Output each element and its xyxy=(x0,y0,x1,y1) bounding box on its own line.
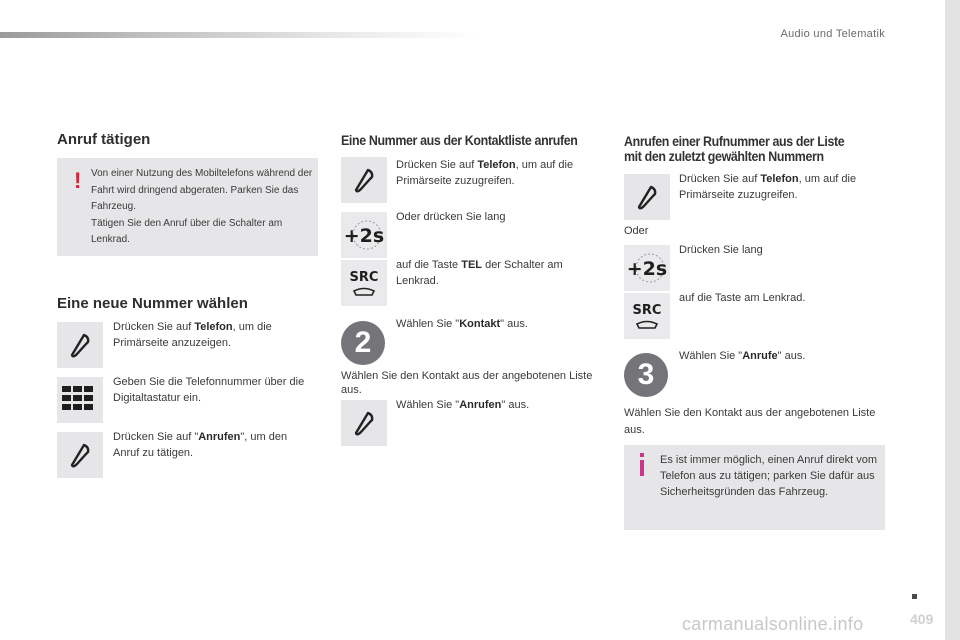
c3-step1-pre: Drücken Sie auf xyxy=(679,173,761,185)
c3-step4-post: " aus. xyxy=(777,350,806,362)
oder-label: Oder xyxy=(624,225,649,237)
c2-step6-post: " aus. xyxy=(501,399,530,411)
step-number-badge: 3 xyxy=(624,353,668,397)
zuletzt-gewaehlt-title xyxy=(624,134,844,164)
c3-step4-bold: Anrufe xyxy=(742,350,778,362)
c2-step5-text: Wählen Sie den Kontakt aus der angebotenen Liste aus. xyxy=(341,370,593,396)
info-text: Es ist immer möglich, einen Anruf direkt vom Telefon aus zu tätigen; parken Sie dafür aus Sicherheitsgründen das Fahrzeug. xyxy=(660,454,878,498)
c2-step3-text xyxy=(396,257,596,289)
title-line2: mit den zuletzt gewählten Nummern xyxy=(624,149,824,164)
page-edge-strip xyxy=(945,0,960,640)
header-gradient-bar xyxy=(0,32,480,38)
c1-step1-pre: Drücken Sie auf xyxy=(113,321,195,333)
long-press-2s-icon xyxy=(341,212,387,258)
warning-icon: ! xyxy=(74,168,82,193)
keypad-tile xyxy=(57,377,103,423)
c3-step1-post: , um auf die Primärseite zuzugreifen. xyxy=(679,173,857,201)
phone-icon xyxy=(57,432,103,478)
c2-step4-pre: Wählen Sie " xyxy=(396,318,460,330)
kontaktliste-title: Eine Nummer aus der Kontaktliste anrufen xyxy=(341,133,578,148)
section-header-title: Audio und Telematik xyxy=(780,28,885,40)
call-tile xyxy=(57,432,103,478)
c2-step4-text xyxy=(396,316,596,332)
src-steering-button-icon xyxy=(341,260,387,306)
hold-label: +2s xyxy=(343,225,385,247)
c1-step2-text: Geben Sie die Telefonnummer über die Digitaltastatur ein. xyxy=(113,376,305,404)
warning-text-line1: Von einer Nutzung des Mobiltelefons während der Fahrt wird dringend abgeraten. Parken Sie das Fahrzeug. xyxy=(91,168,313,212)
src-tile xyxy=(341,260,387,306)
warning-text xyxy=(91,166,313,249)
page-marker xyxy=(912,594,917,599)
c2-step4-bold: Kontakt xyxy=(459,318,501,330)
long-press-2s-icon xyxy=(624,245,670,291)
c3-step1-bold: Telefon xyxy=(760,173,799,185)
phone-tile xyxy=(57,322,103,368)
c1-step3-pre: Drücken Sie auf " xyxy=(113,431,199,443)
phone-icon xyxy=(57,322,103,368)
neue-nummer-title: Eine neue Nummer wählen xyxy=(57,295,248,312)
c3-step3-text: auf die Taste am Lenkrad. xyxy=(679,292,806,304)
c3-step5-text: Wählen Sie den Kontakt aus der angebotenen Liste aus. xyxy=(624,407,876,436)
anruf-taetigen-title: Anruf tätigen xyxy=(57,131,151,148)
phone-icon xyxy=(341,157,387,203)
warning-note xyxy=(57,158,318,256)
c1-step3-bold: Anrufen xyxy=(198,431,241,443)
src-label: SRC xyxy=(632,303,662,318)
c2-step1-pre: Drücken Sie auf xyxy=(396,159,478,171)
c2-step2-text: Oder drücken Sie lang xyxy=(396,211,506,223)
c2-step1-post: , um auf die Primärseite zuzugreifen. xyxy=(396,159,574,187)
c3-step2-text: Drücken Sie lang xyxy=(679,244,763,256)
src-tile xyxy=(624,293,670,339)
c2-step3-post: der Schalter am Lenkrad. xyxy=(396,259,563,287)
step-number-badge: 2 xyxy=(341,321,385,365)
page-number: 409 xyxy=(910,611,934,627)
c1-step3-text xyxy=(113,429,313,461)
call-tile xyxy=(341,400,387,446)
src-label: SRC xyxy=(349,270,379,285)
c3-step1-text xyxy=(679,171,884,203)
c2-step6-text xyxy=(396,397,596,413)
info-icon-bar xyxy=(640,460,644,476)
c2-step6-pre: Wählen Sie " xyxy=(396,399,460,411)
c2-step6-bold: Anrufen xyxy=(459,399,502,411)
c1-step1-bold: Telefon xyxy=(194,321,233,333)
c2-step1-text xyxy=(396,157,606,189)
c1-step3-post: ", um den Anruf zu tätigen. xyxy=(113,431,288,459)
c1-step1-text xyxy=(113,319,303,351)
phone-icon xyxy=(624,174,670,220)
hold-label: +2s xyxy=(626,258,668,280)
info-note xyxy=(624,445,885,530)
c2-step1-bold: Telefon xyxy=(477,159,516,171)
c3-step4-pre: Wählen Sie " xyxy=(679,350,743,362)
info-icon xyxy=(640,453,644,457)
title-line1: Anrufen einer Rufnummer aus der Liste xyxy=(624,134,845,149)
c2-step3-pre: auf die Taste xyxy=(396,259,462,271)
c1-step1-post: , um die Primärseite anzuzeigen. xyxy=(113,321,272,349)
hold-tile xyxy=(341,212,387,258)
phone-tile xyxy=(624,174,670,220)
c3-step4-text xyxy=(679,348,879,364)
phone-tile xyxy=(341,157,387,203)
keypad-icon xyxy=(62,386,93,410)
phone-icon xyxy=(341,400,387,446)
c2-step3-bold: TEL xyxy=(461,259,483,271)
c2-step4-post: " aus. xyxy=(500,318,528,330)
warning-text-line2: Tätigen Sie den Anruf über die Schalter am Lenkrad. xyxy=(91,217,283,245)
src-steering-button-icon xyxy=(624,293,670,339)
watermark: carmanualsonline.info xyxy=(682,614,864,634)
hold-tile xyxy=(624,245,670,291)
